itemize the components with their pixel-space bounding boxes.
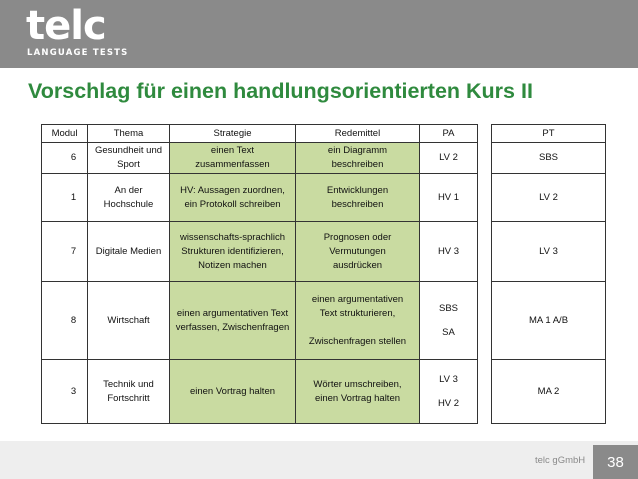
cell-pa-value: LV 3 [439,373,458,385]
cell-pa [420,222,478,282]
cell-pa-value: HV 1 [437,191,460,203]
header-modul: Modul [42,125,88,143]
cell-modul: 3 [42,360,88,424]
logo-subtitle: LANGUAGE TESTS [27,48,129,58]
cell-thema [88,174,170,222]
telc-logo [26,3,156,64]
cell-modul: 7 [42,222,88,282]
table-row [42,360,606,424]
cell-strategie-line: ein Protokoll schreiben [184,198,281,210]
cell-redemittel-line: Entwicklungen [326,184,389,196]
cell-pt: LV 3 [492,222,606,282]
cell-redemittel-line: einen Vortrag halten [314,392,401,404]
cell-pa [420,360,478,424]
cell-pt: MA 1 A/B [492,282,606,360]
cell-redemittel-line: beschreiben [331,198,384,210]
header-band [0,0,638,68]
cell-strategie-line: HV: Aussagen zuordnen, [180,184,285,196]
cell-pt: MA 2 [492,360,606,424]
cell-strategie [170,222,296,282]
cell-redemittel-line: ein Diagramm [327,145,388,156]
column-gap [478,125,492,143]
course-table-wrap [41,124,606,424]
cell-redemittel-line: Text strukturieren, [319,307,396,319]
column-gap [478,222,492,282]
course-table [41,124,606,424]
cell-strategie [170,282,296,360]
cell-redemittel [296,282,420,360]
cell-redemittel-line: ausdrücken [332,259,383,271]
column-gap [478,282,492,360]
cell-redemittel-line: Zwischenfragen stellen [308,335,407,347]
cell-strategie-line: verfassen, Zwischenfragen [175,321,290,333]
cell-thema-line: Hochschule [103,198,154,210]
cell-thema [88,143,170,174]
cell-strategie-line: einen Vortrag halten [189,385,276,397]
table-header-row [42,125,606,143]
cell-redemittel-line: Vermutungen [329,245,386,257]
cell-strategie [170,143,296,174]
cell-pa-value: SBS [438,302,458,314]
table-row [42,282,606,360]
slide-title: Vorschlag für einen handlungsorientierten Kurs II [28,79,533,103]
cell-thema-line: An der [114,184,143,196]
cell-thema-line: Sport [117,159,140,170]
logo-wordmark: telc [26,3,106,49]
cell-pa [420,143,478,174]
cell-pt: LV 2 [492,174,606,222]
table-row [42,174,606,222]
header-strategie: Strategie [170,125,296,143]
table-row [42,222,606,282]
cell-pt: SBS [492,143,606,174]
column-gap [478,360,492,424]
table-body [42,143,606,424]
column-gap [478,143,492,174]
cell-thema-line: Gesundheit und [94,145,163,156]
cell-strategie [170,174,296,222]
cell-redemittel [296,360,420,424]
footer-org: telc gGmbH [535,455,586,466]
cell-thema-line: Digitale Medien [95,245,162,257]
cell-strategie-line: einen Text [210,145,255,156]
cell-pa-value: LV 2 [439,152,458,163]
cell-thema [88,360,170,424]
cell-thema-line: Technik und [103,378,154,390]
cell-modul: 6 [42,143,88,174]
cell-strategie-line: einen argumentativen Text [176,307,289,319]
header-pt: PT [492,125,606,143]
header-thema: Thema [88,125,170,143]
header-redemittel: Redemittel [296,125,420,143]
cell-redemittel [296,143,420,174]
cell-strategie-line: Notizen machen [198,259,267,271]
cell-strategie-line: wissenschafts-sprachlich [179,231,286,243]
table-row [42,143,606,174]
page-number: 38 [593,445,638,479]
cell-pa [420,174,478,222]
cell-pa-value: SA [442,326,455,338]
cell-pa-value: HV 3 [437,245,460,257]
cell-thema [88,282,170,360]
cell-strategie [170,360,296,424]
cell-modul: 8 [42,282,88,360]
cell-redemittel [296,174,420,222]
column-gap [478,174,492,222]
cell-redemittel-line: Wörter umschreiben, [313,378,402,390]
cell-strategie-line: zusammenfassen [195,159,270,170]
cell-redemittel-line: beschreiben [331,159,384,170]
cell-modul: 1 [42,174,88,222]
header-pa: PA [420,125,478,143]
cell-redemittel-line: Prognosen oder [323,231,392,243]
cell-pa-value: HV 2 [437,397,460,409]
cell-redemittel [296,222,420,282]
cell-pa [420,282,478,360]
cell-thema-line: Wirtschaft [107,314,150,326]
cell-strategie-line: Strukturen identifizieren, [181,245,284,257]
cell-thema [88,222,170,282]
cell-thema-line: Fortschritt [107,392,150,404]
cell-redemittel-line: einen argumentativen [311,293,404,305]
